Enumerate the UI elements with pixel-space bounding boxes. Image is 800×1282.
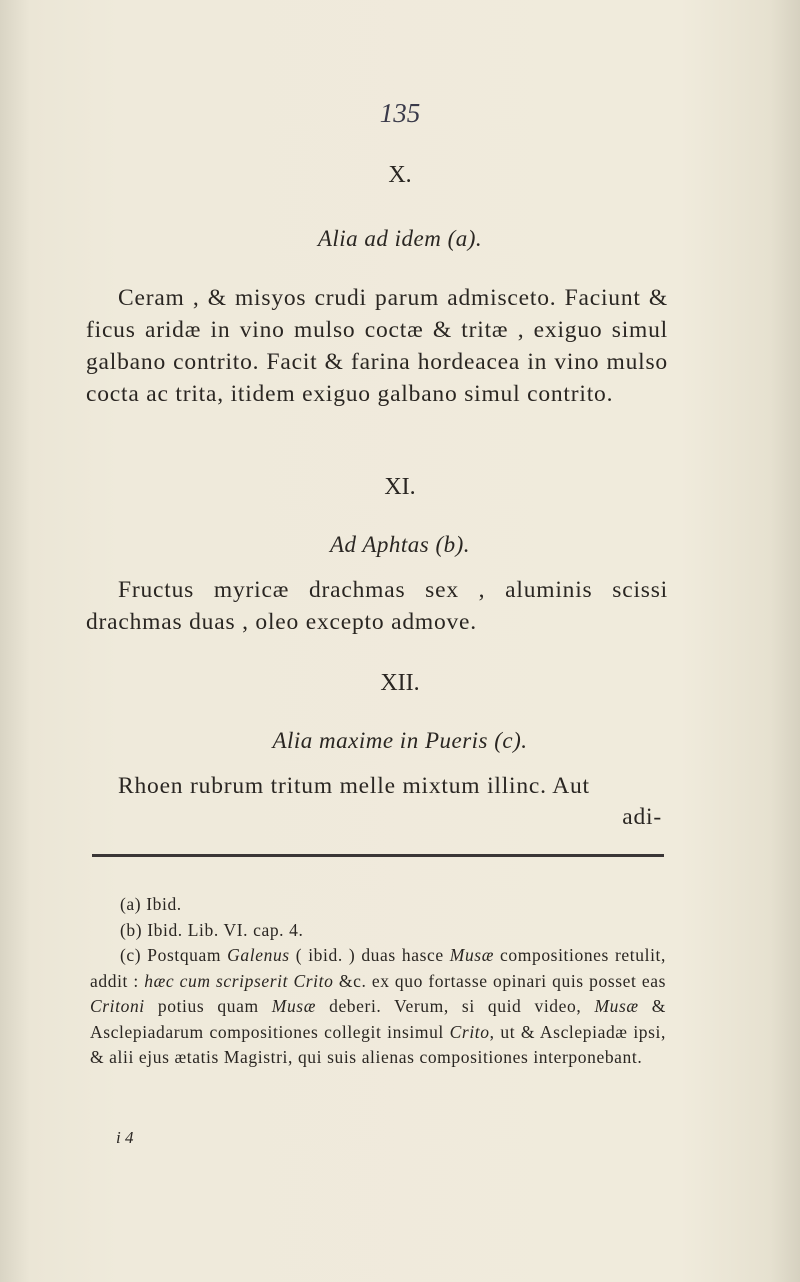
footnote-c-italic: Crito	[449, 1021, 490, 1042]
footnote-c-text: &c. ex quo fortasse opinari quis posset eas	[338, 970, 666, 991]
footnote-c-text: compositiones retulit, addit :	[90, 945, 666, 991]
footnote-c-italic: Musæ	[449, 945, 494, 965]
footnote-a-mark: (a)	[120, 894, 142, 914]
section-subheading-x: Alia ad idem (a).	[317, 226, 483, 251]
footnote-b	[90, 918, 666, 944]
catchword: adi-	[622, 804, 662, 830]
footnote-a	[90, 892, 666, 918]
section-subheading-xii: Alia maxime in Pueris (c).	[272, 728, 528, 753]
footnote-rule	[92, 854, 664, 857]
section-paragraph-xi: Fructus myricæ drachmas sex , aluminis scissi drachmas duas , oleo excepto admove.	[86, 577, 668, 635]
footnote-c	[90, 943, 666, 1071]
footnote-c-italic: Musæ	[594, 996, 639, 1016]
section-heading-xi: XI.	[384, 474, 416, 500]
footnote-c-text: Postquam	[147, 945, 222, 965]
footnote-a-text: Ibid.	[146, 894, 182, 914]
footnote-c-italic: hæc cum scripserit Crito	[144, 970, 334, 991]
footnote-b-mark: (b)	[120, 919, 143, 940]
footnote-b-text: Ibid. Lib. VI. cap. 4.	[147, 919, 304, 940]
signature-mark: i 4	[116, 1128, 134, 1147]
page-number: 135	[379, 98, 421, 128]
section-heading-x: X.	[388, 162, 412, 188]
footnote-c-italic: Galenus	[227, 945, 290, 965]
section-paragraph-x: Ceram , & misyos crudi parum admisceto. Faciunt & ficus aridæ in vino mulso coctæ & tritæ , exiguo simul galbano contrito. Facit & farina hordeacea in vino mulso cocta ac trita, itidem exiguo galbano simul contrito.	[86, 285, 668, 407]
footnote-c-text: & Asclepiadarum compositiones collegit insimul	[90, 996, 666, 1042]
footnote-c-italic: Musæ	[271, 996, 316, 1016]
footnote-c-mark: (c)	[120, 945, 142, 965]
footnotes	[90, 892, 666, 1071]
section-subheading-xi: Ad Aphtas (b).	[329, 532, 471, 557]
footnote-c-text: , ut & Asclepiadæ ipsi, & alii ejus ætatis Magistri, qui suis alienas compositiones interponebant.	[90, 1021, 666, 1067]
footnote-c-italic: Critoni	[90, 996, 145, 1016]
footnote-c-text: ( ibid. ) duas hasce	[295, 945, 444, 965]
section-paragraph-xii: Rhoen rubrum tritum melle mixtum illinc. Aut	[118, 773, 590, 799]
section-heading-xii: XII.	[380, 670, 420, 696]
footnote-c-text: potius quam	[157, 996, 259, 1016]
footnote-c-text: deberi. Verum, si quid video,	[329, 996, 582, 1016]
